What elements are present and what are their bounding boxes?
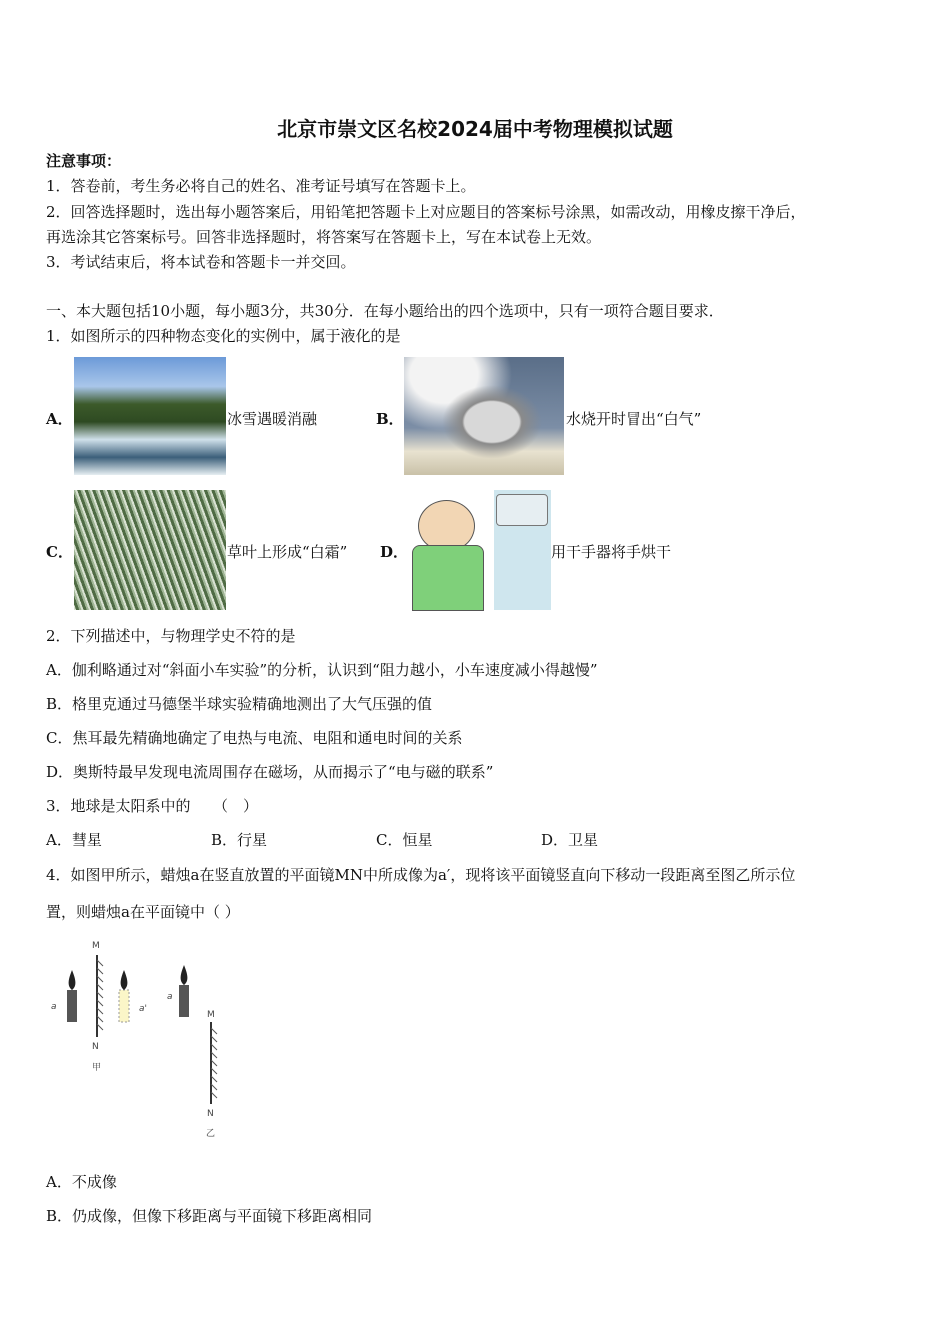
notice-heading: 注意事项： (46, 152, 122, 170)
question-4-option-a: A．不成像 (46, 1173, 117, 1191)
page-title: 北京市崇文区名校2024届中考物理模拟试题 (277, 117, 673, 141)
question-3-option-b: B．行星 (211, 831, 268, 849)
question-3-option-d: D．卫星 (541, 831, 599, 849)
label-yi: 乙 (206, 1129, 216, 1139)
notice-item: 1．答卷前，考生务必将自己的姓名、准考证号填写在答题卡上。 (46, 177, 476, 195)
frost-grass-image (74, 490, 226, 610)
option-label-c: C． (46, 543, 73, 561)
label-n-jia: N (92, 1042, 99, 1052)
option-label-b: B． (376, 410, 404, 428)
label-m-jia: M (92, 941, 100, 951)
option-text-d: 用干手器将手烘干 (551, 543, 672, 561)
option-label-d: D． (380, 543, 409, 561)
question-2-option-d: D．奥斯特最早发现电流周围存在磁场，从而揭示了“电与磁的联系” (46, 763, 494, 781)
mirror-diagram (40, 940, 260, 1140)
question-2-stem: 2．下列描述中，与物理学史不符的是 (46, 627, 296, 645)
notice-item: 3．考试结束后，将本试卷和答题卡一并交回。 (46, 253, 356, 271)
label-jia: 甲 (92, 1063, 102, 1073)
hand-dryer-image (408, 490, 551, 610)
label-a-jia: a (51, 1002, 57, 1012)
notice-item: 再选涂其它答案标号。回答非选择题时，将答案写在答题卡上，写在本试卷上无效。 (46, 228, 602, 246)
boiling-kettle-image (404, 357, 564, 475)
question-4-stem-cont: 置，则蜡烛a在平面镜中（ ） (46, 903, 240, 921)
label-m-yi: M (207, 1010, 215, 1020)
question-1-stem: 1．如图所示的四种物态变化的实例中，属于液化的是 (46, 327, 401, 345)
mirror-figure (40, 940, 260, 1140)
question-2-option-a: A．伽利略通过对“斜面小车实验”的分析，认识到“阻力越小，小车速度减小得越慢” (46, 661, 598, 679)
melting-snow-image (74, 357, 226, 475)
option-text-b: 水烧开时冒出“白气” (566, 410, 702, 428)
notice-item: 2．回答选择题时，选出每小题答案后，用铅笔把答题卡上对应题目的答案标号涂黑，如需改动，用橡皮擦干净后， (46, 203, 806, 221)
section-heading: 一、本大题包括10小题，每小题3分，共30分．在每小题给出的四个选项中，只有一项符合题目要求． (46, 302, 724, 320)
label-n-yi: N (207, 1109, 214, 1119)
question-2-option-c: C．焦耳最先精确地确定了电热与电流、电阻和通电时间的关系 (46, 729, 463, 747)
label-a-prime: a' (139, 1004, 147, 1014)
question-3-option-c: C．恒星 (376, 831, 433, 849)
label-a-yi: a (167, 992, 173, 1002)
question-4-stem: 4．如图甲所示，蜡烛a在竖直放置的平面镜MN中所成像为a′，现将该平面镜竖直向下移动一段距离至图乙所示位 (46, 866, 796, 884)
question-4-option-b: B．仍成像，但像下移距离与平面镜下移距离相同 (46, 1207, 373, 1225)
option-label-a: A． (46, 410, 73, 428)
question-3-stem: 3．地球是太阳系中的 （ ） (46, 797, 259, 815)
option-text-c: 草叶上形成“白霜” (227, 543, 348, 561)
option-text-a: 冰雪遇暖消融 (227, 410, 318, 428)
question-3-option-a: A．彗星 (46, 831, 102, 849)
question-2-option-b: B．格里克通过马德堡半球实验精确地测出了大气压强的值 (46, 695, 433, 713)
